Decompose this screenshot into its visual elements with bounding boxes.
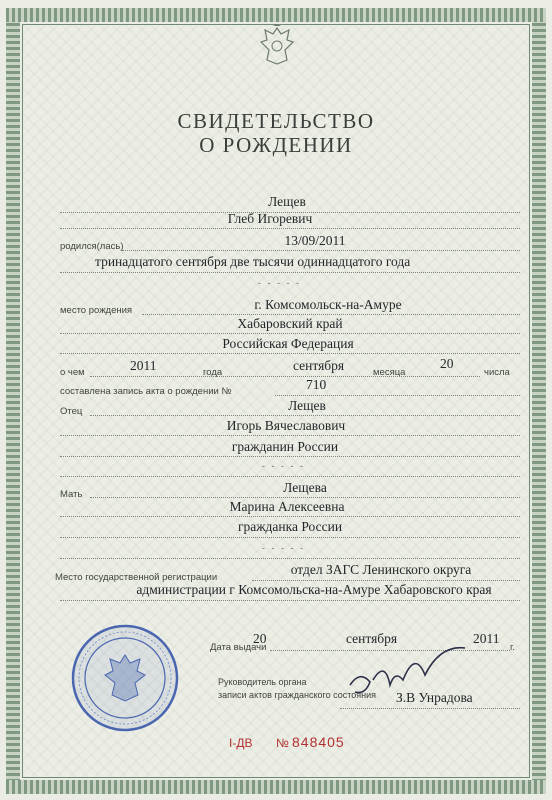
father-name: Игорь Вячеславович xyxy=(226,418,346,433)
birthplace-label: место рождения xyxy=(60,305,133,316)
registration-line-1: отдел ЗАГС Ленинского округа xyxy=(290,562,472,577)
father-name-line xyxy=(60,435,520,436)
registration-label: Место государственной регистрации xyxy=(55,572,218,583)
separator-dashes: - - - - - xyxy=(258,278,301,288)
birthplace-country: Российская Федерация xyxy=(222,336,354,351)
record-month: сентября xyxy=(293,358,345,373)
father-citizenship: гражданин России xyxy=(231,439,339,454)
mother-name: Марина Алексеевна xyxy=(229,499,345,514)
document-subtitle: О РОЖДЕНИИ xyxy=(199,133,353,157)
record-number: 710 xyxy=(306,377,327,392)
name-line xyxy=(60,228,520,229)
registration-line-1-rule xyxy=(252,580,520,581)
double-headed-eagle-emblem-icon xyxy=(257,24,297,68)
issue-month: сентября xyxy=(346,631,398,646)
mother-surname-line xyxy=(90,497,520,498)
birth-date-words: тринадцатого сентября две тысячи одиннадцатого года xyxy=(95,254,411,269)
issue-label: Дата выдачи xyxy=(210,642,267,653)
head-name-line xyxy=(340,708,520,709)
issue-year-suffix: г. xyxy=(510,642,515,653)
birthplace-line-3 xyxy=(60,353,520,354)
registration-line-2: администрации г Комсомольска-на-Амуре Хабаровского края xyxy=(136,582,492,597)
father-extra-line xyxy=(60,476,520,477)
series-code: I-ДВ xyxy=(229,736,253,750)
mother-surname: Лещева xyxy=(283,480,327,495)
mother-citizenship: гражданка России xyxy=(237,519,343,534)
separator-dashes: - - - - - xyxy=(262,461,305,471)
father-surname-line xyxy=(90,415,520,416)
birth-date-digits: 13/09/2011 xyxy=(284,233,346,248)
record-date-line xyxy=(90,376,480,377)
registration-line-2-rule xyxy=(60,600,520,601)
head-label-1: Руководитель органа xyxy=(218,677,307,687)
child-surname: Лещев xyxy=(268,194,306,209)
number-sign: № xyxy=(276,736,289,750)
record-label: составлена запись акта о рождении № xyxy=(60,386,232,397)
serial-number: 848405 xyxy=(292,734,345,750)
father-surname: Лещев xyxy=(288,398,326,413)
birthplace-city: г. Комсомольск-на-Амуре xyxy=(254,297,402,312)
birth-date-line xyxy=(122,250,520,251)
record-number-line xyxy=(275,395,520,396)
birthplace-region: Хабаровский край xyxy=(237,316,343,331)
record-day: 20 xyxy=(440,356,454,371)
day-word: числа xyxy=(484,367,510,378)
father-label: Отец xyxy=(60,406,83,417)
head-name: З.В Унрадова xyxy=(396,690,473,705)
mother-label: Мать xyxy=(60,489,83,500)
official-seal-stamp-icon xyxy=(70,623,180,733)
record-prefix: о чем xyxy=(60,367,85,378)
year-word: года xyxy=(203,367,223,378)
mother-extra-line xyxy=(60,558,520,559)
separator-dashes: - - - - - xyxy=(262,543,305,553)
birthplace-line-1 xyxy=(142,314,520,315)
child-name: Глеб Игоревич xyxy=(227,211,313,226)
month-word: месяца xyxy=(373,367,406,378)
document-title: СВИДЕТЕЛЬСТВО xyxy=(177,109,375,133)
born-label: родился(лась) xyxy=(60,241,124,252)
issue-day: 20 xyxy=(253,631,267,646)
birth-words-line xyxy=(60,272,520,273)
birthplace-line-2 xyxy=(60,333,520,334)
record-year: 2011 xyxy=(130,358,157,373)
father-citizenship-line xyxy=(60,456,520,457)
mother-citizenship-line xyxy=(60,537,520,538)
mother-name-line xyxy=(60,516,520,517)
head-label-2: записи актов гражданского состояния xyxy=(218,690,376,700)
issue-year: 2011 xyxy=(473,631,500,646)
